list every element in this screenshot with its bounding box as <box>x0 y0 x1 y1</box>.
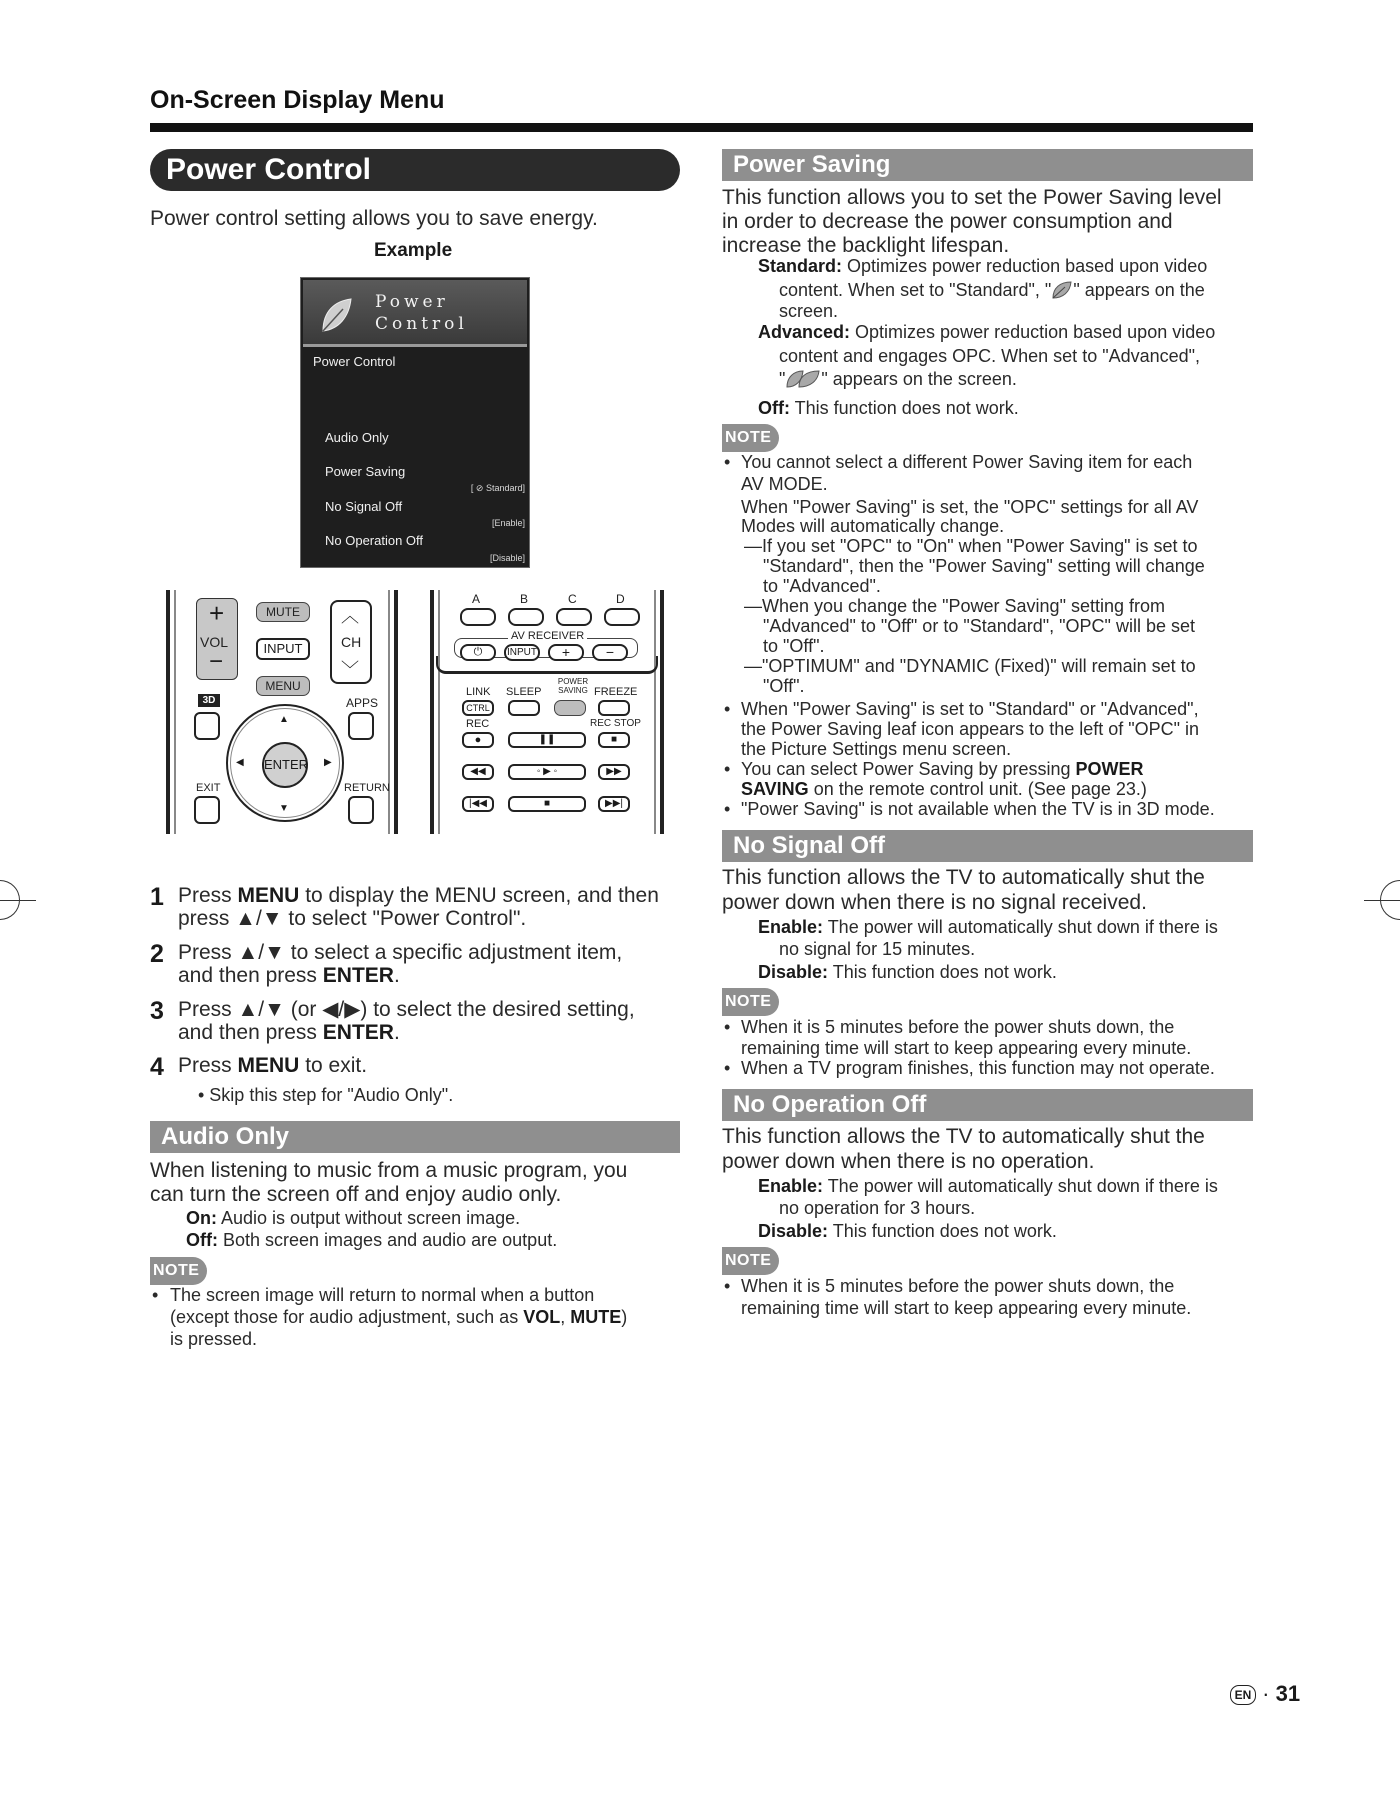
power-saving-desc-1: This function allows you to set the Power Saving level <box>722 186 1222 209</box>
advanced-line3: " " appears on the screen. <box>779 369 1017 389</box>
step-4-number: 4 <box>150 1053 164 1081</box>
dpad-down-icon[interactable]: ▼ <box>279 803 289 814</box>
ps-note-bullet-3: • <box>724 759 731 779</box>
apps-label: APPS <box>346 696 379 710</box>
ch-down-icon: ﹀ <box>341 660 359 680</box>
ns-note-bullet-2: • <box>724 1058 731 1078</box>
threed-button[interactable] <box>194 712 220 740</box>
no-note-bullet-1: • <box>724 1276 731 1296</box>
standard-line1: Standard: Optimizes power reduction based upon video <box>758 256 1208 276</box>
step-2-number: 2 <box>150 940 164 968</box>
ps-note-8: —When you change the "Power Saving" setting from <box>744 596 1165 616</box>
ps-note-1: You cannot select a different Power Saving item for each <box>741 452 1193 472</box>
osd-title-line1: Power <box>375 292 449 312</box>
ps-note-bullet-4: • <box>724 799 731 819</box>
av-vol-up-button[interactable]: + <box>548 644 584 661</box>
sleep-label: SLEEP <box>506 686 542 698</box>
ps-note-4: Modes will automatically change. <box>741 516 1005 536</box>
language-badge: EN <box>1230 1685 1256 1705</box>
leaf-icon <box>317 295 355 335</box>
advanced-line2: content and engages OPC. When set to "Advanced", <box>779 346 1201 366</box>
step-1-number: 1 <box>150 883 164 911</box>
ps-note-press-line1: You can select Power Saving by pressing POWER <box>741 759 1144 779</box>
ps-note-12: "Off". <box>763 676 805 696</box>
audio-only-on: On: Audio is output without screen image. <box>186 1208 521 1228</box>
rec-label: REC <box>466 718 490 730</box>
ps-note-13: When "Power Saving" is set to "Standard" or "Advanced", <box>741 699 1199 719</box>
no-note-1: When it is 5 minutes before the power shuts down, the <box>741 1276 1175 1296</box>
rec-stop-label: REC STOP <box>590 718 641 729</box>
osd-item-no-signal-off[interactable]: No Signal Off <box>325 499 403 514</box>
no-operation-off-title: No Operation Off <box>722 1089 1253 1121</box>
button-c[interactable] <box>556 608 592 626</box>
apps-button[interactable] <box>348 712 374 740</box>
ps-note-14: the Power Saving leaf icon appears to the left of "OPC" in <box>741 719 1200 739</box>
pause-button[interactable]: ❚❚ <box>508 732 586 748</box>
osd-value-no-signal-off: [Enable] <box>491 518 525 528</box>
section-heading: On-Screen Display Menu <box>150 86 445 114</box>
ps-note-bullet-1: • <box>724 452 731 472</box>
osd-example <box>300 277 530 568</box>
ps-note-9: "Advanced" to "Off" or to "Standard", "OPC" will be set <box>763 616 1195 636</box>
av-receiver-label: AV RECEIVER <box>508 630 587 642</box>
freeze-button[interactable] <box>598 700 630 716</box>
power-saving-desc-3: increase the backlight lifespan. <box>722 234 1010 257</box>
ps-note-7: to "Advanced". <box>763 576 881 596</box>
audio-only-title: Audio Only <box>150 1121 680 1153</box>
audio-only-note-bullet: • <box>152 1285 159 1305</box>
standard-line3: screen. <box>779 301 839 321</box>
step-3-number: 3 <box>150 997 164 1025</box>
no-signal-note-badge: NOTE <box>722 988 779 1016</box>
leaf-icon <box>1051 280 1073 300</box>
threed-label: 3D <box>198 694 220 707</box>
osd-heading: Power Control <box>313 354 396 369</box>
power-saving-button[interactable] <box>554 700 586 716</box>
osd-value-power-saving: [ ⊘ Standard] <box>470 483 525 493</box>
example-label: Example <box>374 240 453 261</box>
dpad-up-icon[interactable]: ▲ <box>279 714 289 725</box>
menu-button[interactable]: MENU <box>256 676 310 696</box>
exit-label: EXIT <box>196 782 221 794</box>
ps-note-bullet-2: • <box>724 699 731 719</box>
power-saving-label: POWER SAVING <box>557 677 589 695</box>
no-signal-enable-1: Enable: The power will automatically shut down if there is <box>758 917 1218 937</box>
skip-back-button[interactable]: |◀◀ <box>462 796 494 812</box>
step-3-line1: Press ▲/▼ (or ◀/▶) to select the desired setting, <box>178 998 635 1021</box>
step-4-line1: Press MENU to exit. <box>178 1054 368 1077</box>
return-button[interactable] <box>348 796 374 824</box>
double-leaf-icon <box>785 369 821 389</box>
no-signal-off-title: No Signal Off <box>722 830 1253 862</box>
return-label: RETURN <box>344 782 390 794</box>
ps-note-press-line2: SAVING on the remote control unit. (See page 23.) <box>741 779 1147 799</box>
av-vol-down-button[interactable]: − <box>592 644 628 661</box>
dpad-left-icon[interactable]: ◀ <box>236 757 244 768</box>
link-ctrl-button[interactable]: CTRL <box>462 700 494 716</box>
step-1-line2: press ▲/▼ to select "Power Control". <box>178 907 527 930</box>
advanced-line1: Advanced: Optimizes power reduction based upon video <box>758 322 1216 342</box>
audio-only-desc-2: can turn the screen off and enjoy audio only. <box>150 1183 562 1206</box>
button-a[interactable] <box>460 608 496 626</box>
button-a-label: A <box>472 592 481 606</box>
no-operation-enable-1: Enable: The power will automatically shut down if there is <box>758 1176 1218 1196</box>
power-saving-title: Power Saving <box>722 149 1253 181</box>
audio-only-note-line3: is pressed. <box>170 1329 258 1349</box>
audio-only-desc-1: When listening to music from a music program, you <box>150 1159 628 1182</box>
exit-button[interactable] <box>194 796 220 824</box>
audio-only-off: Off: Both screen images and audio are output. <box>186 1230 558 1250</box>
rewind-button[interactable]: ◀◀ <box>462 764 494 780</box>
button-c-label: C <box>568 592 577 606</box>
registration-mark-right <box>1380 880 1400 920</box>
rec-button[interactable]: ● <box>462 732 494 748</box>
ns-note-3: When a TV program finishes, this function may not operate. <box>741 1058 1215 1078</box>
no-operation-desc-1: This function allows the TV to automatically shut the <box>722 1125 1205 1148</box>
off-line: Off: This function does not work. <box>758 398 1019 418</box>
osd-header <box>303 280 527 344</box>
header-rule <box>150 123 1253 132</box>
page-number-value: 31 <box>1275 1681 1301 1706</box>
osd-title-line2: Control <box>375 314 468 334</box>
ch-label: CH <box>341 634 362 650</box>
osd-item-audio-only[interactable]: Audio Only <box>325 430 389 445</box>
input-button[interactable]: INPUT <box>256 638 310 660</box>
ps-note-15: the Picture Settings menu screen. <box>741 739 1012 759</box>
audio-only-note-line2: (except those for audio adjustment, such as VOL, MUTE) <box>170 1307 628 1327</box>
button-d[interactable] <box>604 608 640 626</box>
registration-mark-left <box>0 880 20 920</box>
button-b-label: B <box>520 592 529 606</box>
sleep-button[interactable] <box>508 700 540 716</box>
osd-item-no-operation-off[interactable]: No Operation Off <box>325 533 424 548</box>
no-note-2: remaining time will start to keep appearing every minute. <box>741 1298 1192 1318</box>
stop-button[interactable]: ■ <box>508 796 586 812</box>
osd-item-power-saving[interactable]: Power Saving <box>325 464 406 479</box>
step-2-line2: and then press ENTER. <box>178 964 400 987</box>
fast-forward-button[interactable]: ▶▶ <box>598 764 630 780</box>
ch-up-icon: ︿ <box>341 606 359 626</box>
ps-note-6: "Standard", then the "Power Saving" setting will change <box>763 556 1205 576</box>
no-operation-disable: Disable: This function does not work. <box>758 1221 1057 1241</box>
no-signal-disable: Disable: This function does not work. <box>758 962 1057 982</box>
play-button[interactable]: ◦ ▶ ◦ <box>508 764 586 780</box>
standard-line2: content. When set to "Standard", " " appears on the <box>779 280 1205 300</box>
ps-note-3: When "Power Saving" is set, the "OPC" settings for all AV <box>741 497 1199 517</box>
ns-note-1: When it is 5 minutes before the power shuts down, the <box>741 1017 1175 1037</box>
button-b[interactable] <box>508 608 544 626</box>
ps-note-10: to "Off". <box>763 636 825 656</box>
osd-value-no-operation-off: [Disable] <box>489 553 525 563</box>
skip-forward-button[interactable]: ▶▶| <box>598 796 630 812</box>
no-signal-desc-2: power down when there is no signal received. <box>722 891 1147 914</box>
vol-label: VOL <box>200 634 229 650</box>
ps-note-11: —"OPTIMUM" and "DYNAMIC (Fixed)" will remain set to <box>744 656 1196 676</box>
step-1-line1: Press MENU to display the MENU screen, and then <box>178 884 659 907</box>
rec-stop-button[interactable]: ■ <box>598 732 630 748</box>
step-2-line1: Press ▲/▼ to select a specific adjustment item, <box>178 941 623 964</box>
power-saving-note-badge: NOTE <box>722 424 779 452</box>
remote-right-illustration <box>430 590 664 834</box>
no-operation-enable-2: no operation for 3 hours. <box>779 1198 976 1218</box>
mute-button[interactable]: MUTE <box>256 602 310 622</box>
dpad-right-icon[interactable]: ▶ <box>324 757 332 768</box>
ps-note-last: "Power Saving" is not available when the TV is in 3D mode. <box>741 799 1215 819</box>
audio-only-note-line1: The screen image will return to normal when a button <box>170 1285 595 1305</box>
no-signal-desc-1: This function allows the TV to automatically shut the <box>722 866 1205 889</box>
ns-note-bullet-1: • <box>724 1017 731 1037</box>
remote-left-illustration <box>166 590 398 834</box>
audio-only-note-badge: NOTE <box>150 1257 207 1285</box>
av-input-button[interactable]: INPUT <box>504 644 540 661</box>
no-operation-note-badge: NOTE <box>722 1247 779 1275</box>
power-control-intro: Power control setting allows you to save energy. <box>150 207 598 230</box>
power-saving-desc-2: in order to decrease the power consumption and <box>722 210 1173 233</box>
button-d-label: D <box>616 592 625 606</box>
vol-up-icon: + <box>209 598 225 628</box>
step-3-line2: and then press ENTER. <box>178 1021 400 1044</box>
osd-divider <box>303 344 527 347</box>
step-4-sub: • Skip this step for "Audio Only". <box>198 1085 454 1105</box>
power-control-title: Power Control <box>150 149 680 191</box>
page-number: EN · 31 <box>1230 1681 1300 1707</box>
vol-down-icon: − <box>209 648 224 675</box>
no-signal-enable-2: no signal for 15 minutes. <box>779 939 976 959</box>
ps-note-2: AV MODE. <box>741 474 828 494</box>
ps-note-5: —If you set "OPC" to "On" when "Power Saving" is set to <box>744 536 1198 556</box>
ns-note-2: remaining time will start to keep appearing every minute. <box>741 1038 1192 1058</box>
enter-button[interactable]: ENTER <box>262 742 308 788</box>
no-operation-desc-2: power down when there is no operation. <box>722 1150 1095 1173</box>
link-label: LINK <box>466 686 491 698</box>
av-power-button[interactable]: ⏻ <box>460 644 496 661</box>
freeze-label: FREEZE <box>594 686 638 698</box>
